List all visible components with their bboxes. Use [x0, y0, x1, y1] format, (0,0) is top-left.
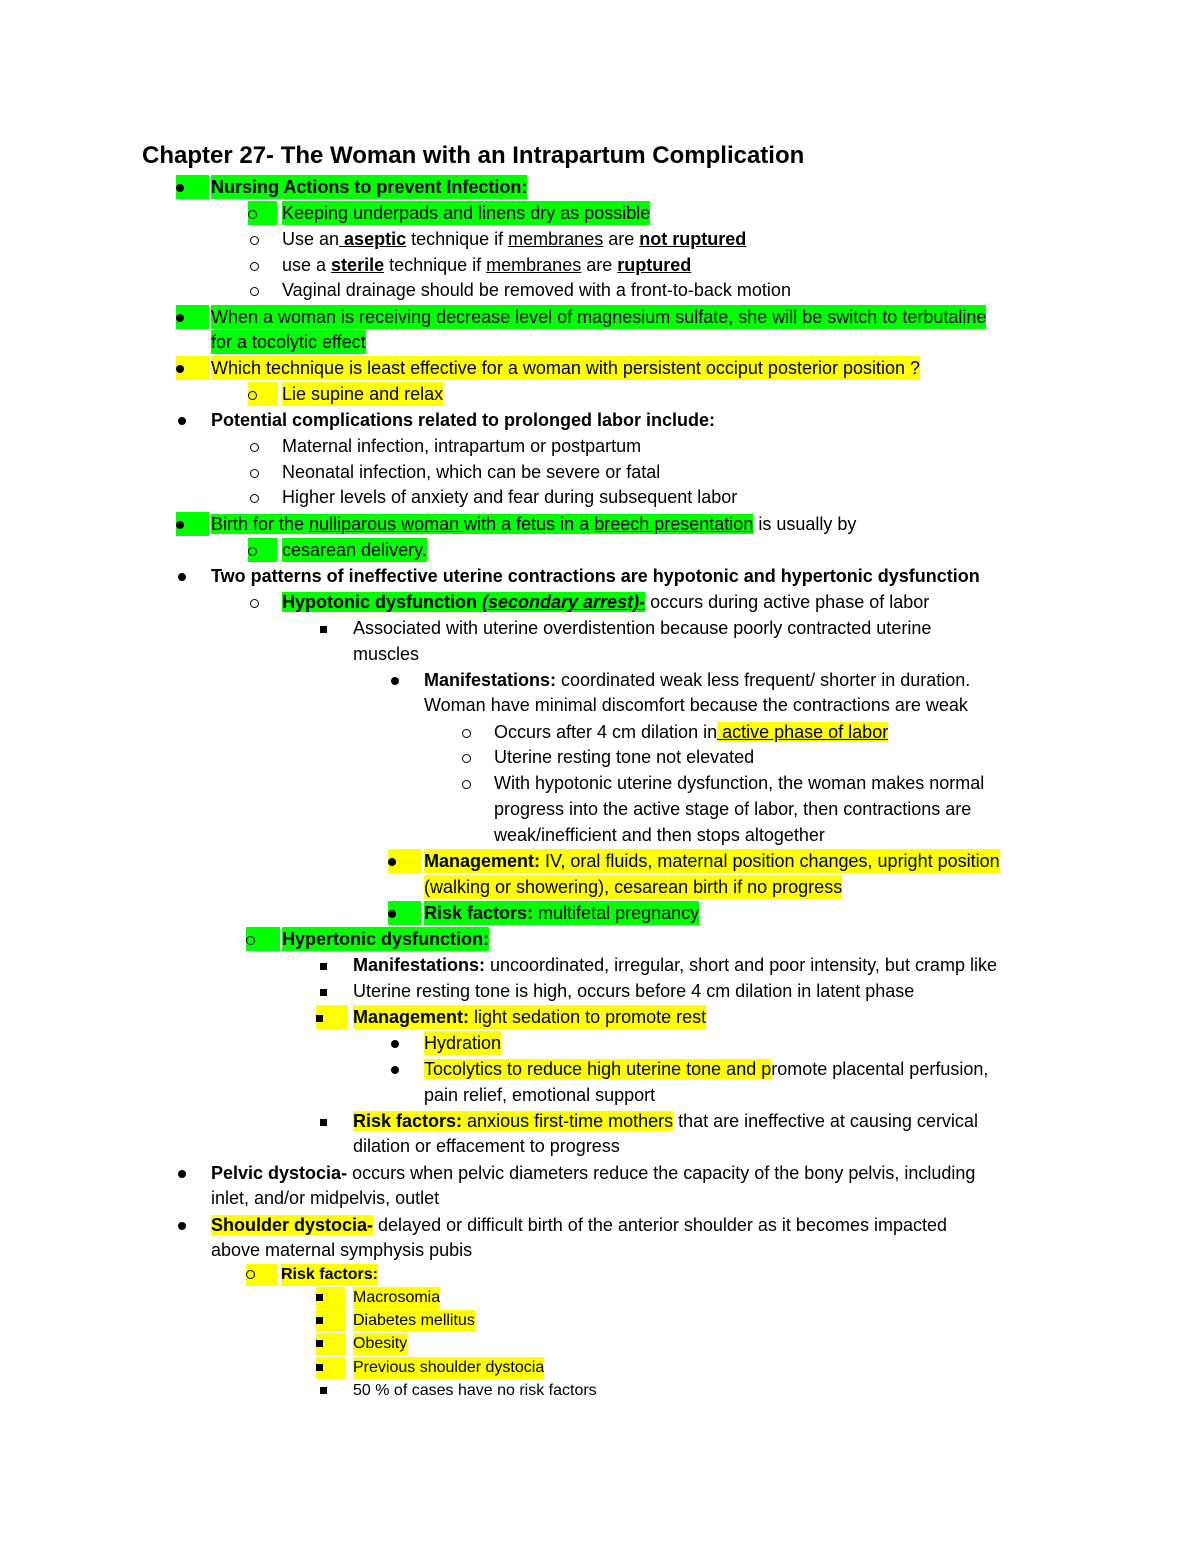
list-item: Uterine resting tone is high, occurs before 4 cm dilation in latent phase: [353, 981, 915, 1001]
list-item: Shoulder dystocia- delayed or difficult birth of the anterior shoulder as it becomes impacted: [211, 1215, 948, 1235]
list-item: Macrosomia: [353, 1287, 440, 1309]
bullet-dot: [176, 512, 209, 536]
bullet-circle: [248, 201, 277, 225]
bullet-dot: [388, 901, 421, 925]
list-item: Diabetes mellitus: [353, 1310, 475, 1332]
bullet-circle: [246, 927, 280, 951]
list-item: Tocolytics to reduce high uterine tone and promote placental perfusion,: [424, 1059, 989, 1079]
list-item: Neonatal infection, which can be severe or fatal: [282, 462, 661, 482]
list-item: Associated with uterine overdistention because poorly contracted uterine: [353, 618, 932, 638]
bullet-circle: [250, 227, 259, 251]
list-item: Risk factors: multifetal pregnancy: [424, 903, 700, 923]
list-item: Uterine resting tone not elevated: [494, 747, 755, 767]
list-item: Use an aseptic technique if membranes are not ruptured: [282, 229, 747, 249]
patterns-heading: Two patterns of ineffective uterine contractions are hypotonic and hypertonic dysfunction: [211, 566, 980, 586]
list-item: Hydration: [424, 1033, 502, 1053]
list-item: Keeping underpads and linens dry as possible: [282, 203, 651, 223]
risk-factors-heading: Risk factors:: [281, 1264, 378, 1286]
list-item: When a woman is receiving decrease level of magnesium sulfate, she will be switch to terbutaline: [211, 307, 987, 327]
bullet-dot: [391, 1057, 399, 1081]
list-item-continued: muscles: [353, 644, 420, 664]
bullet-dot: [178, 1161, 186, 1185]
list-item: Higher levels of anxiety and fear during subsequent labor: [282, 487, 738, 507]
answer-item: Lie supine and relax: [282, 384, 444, 404]
bullet-square: [316, 1357, 345, 1379]
list-item: Obesity: [353, 1333, 407, 1355]
list-item: Management: light sedation to promote rest: [353, 1007, 707, 1027]
list-item-continued: for a tocolytic effect: [211, 332, 366, 352]
bullet-circle: [462, 771, 471, 795]
list-item: Maternal infection, intrapartum or postpartum: [282, 436, 642, 456]
bullet-square: [320, 953, 327, 977]
bullet-circle: [248, 538, 277, 562]
list-item-continued: (walking or showering), cesarean birth if no progress: [424, 877, 843, 897]
bullet-circle: [462, 720, 471, 744]
list-item: Risk factors: anxious first-time mothers that are ineffective at causing cervical: [353, 1111, 978, 1131]
list-item-continued: above maternal symphysis pubis: [211, 1240, 473, 1260]
question-item: Which technique is least effective for a woman with persistent occiput posterior position ?: [211, 358, 921, 378]
bullet-dot: [178, 1213, 186, 1237]
list-item: With hypotonic uterine dysfunction, the woman makes normal: [494, 773, 985, 793]
list-item: Previous shoulder dystocia: [353, 1357, 544, 1379]
list-item: use a sterile technique if membranes are ruptured: [282, 255, 692, 275]
hypotonic-item: Hypotonic dysfunction (secondary arrest)- occurs during active phase of labor: [282, 592, 930, 612]
list-item: Vaginal drainage should be removed with a front-to-back motion: [282, 280, 791, 300]
list-item: Birth for the nulliparous woman with a fetus in a breech presentation is usually by: [211, 514, 857, 534]
list-item-continued: inlet, and/or midpelvis, outlet: [211, 1188, 440, 1208]
bullet-circle: [250, 434, 259, 458]
bullet-square: [320, 1380, 327, 1402]
bullet-square: [316, 1310, 345, 1332]
bullet-dot: [388, 849, 421, 873]
bullet-dot: [176, 356, 209, 380]
bullet-circle: [250, 590, 259, 614]
list-item-continued: weak/inefficient and then stops altogether: [494, 825, 825, 845]
bullet-dot: [391, 1031, 399, 1055]
bullet-circle: [250, 460, 259, 484]
bullet-circle: [462, 745, 471, 769]
list-item-continued: dilation or effacement to progress: [353, 1136, 620, 1156]
answer-item: cesarean delivery.: [282, 540, 427, 560]
list-item: Management: IV, oral fluids, maternal position changes, upright position: [424, 851, 1000, 871]
bullet-square: [316, 1287, 345, 1309]
bullet-dot: [391, 668, 399, 692]
page-title: Chapter 27- The Woman with an Intrapartum Complication: [142, 142, 805, 169]
list-item-continued: progress into the active stage of labor, then contractions are: [494, 799, 972, 819]
bullet-circle: [250, 485, 259, 509]
complications-heading: Potential complications related to prolonged labor include:: [211, 410, 716, 430]
bullet-square: [320, 616, 327, 640]
bullet-dot: [176, 305, 209, 329]
bullet-dot: [178, 408, 186, 432]
bullet-square: [320, 979, 327, 1003]
list-item: Pelvic dystocia- occurs when pelvic diameters reduce the capacity of the bony pelvis, including: [211, 1163, 976, 1183]
list-item: Manifestations: uncoordinated, irregular, short and poor intensity, but cramp like: [353, 955, 997, 975]
list-item-continued: Woman have minimal discomfort because the contractions are weak: [424, 695, 968, 715]
hypertonic-item: Hypertonic dysfunction:: [282, 929, 490, 949]
list-item: Manifestations: coordinated weak less frequent/ shorter in duration.: [424, 670, 971, 690]
bullet-square: [316, 1333, 345, 1355]
bullet-square: [316, 1005, 348, 1029]
bullet-circle: [250, 253, 259, 277]
bullet-dot: [178, 564, 186, 588]
bullet-circle: [248, 382, 277, 406]
bullet-circle: [250, 278, 259, 302]
bullet-circle: [246, 1264, 277, 1286]
bullet-dot: [176, 175, 209, 199]
list-item: 50 % of cases have no risk factors: [353, 1382, 597, 1399]
bullet-square: [320, 1109, 327, 1133]
infection-heading: Nursing Actions to prevent Infection:: [211, 177, 528, 197]
list-item: Occurs after 4 cm dilation in active phase of labor: [494, 722, 889, 742]
list-item-continued: pain relief, emotional support: [424, 1085, 656, 1105]
